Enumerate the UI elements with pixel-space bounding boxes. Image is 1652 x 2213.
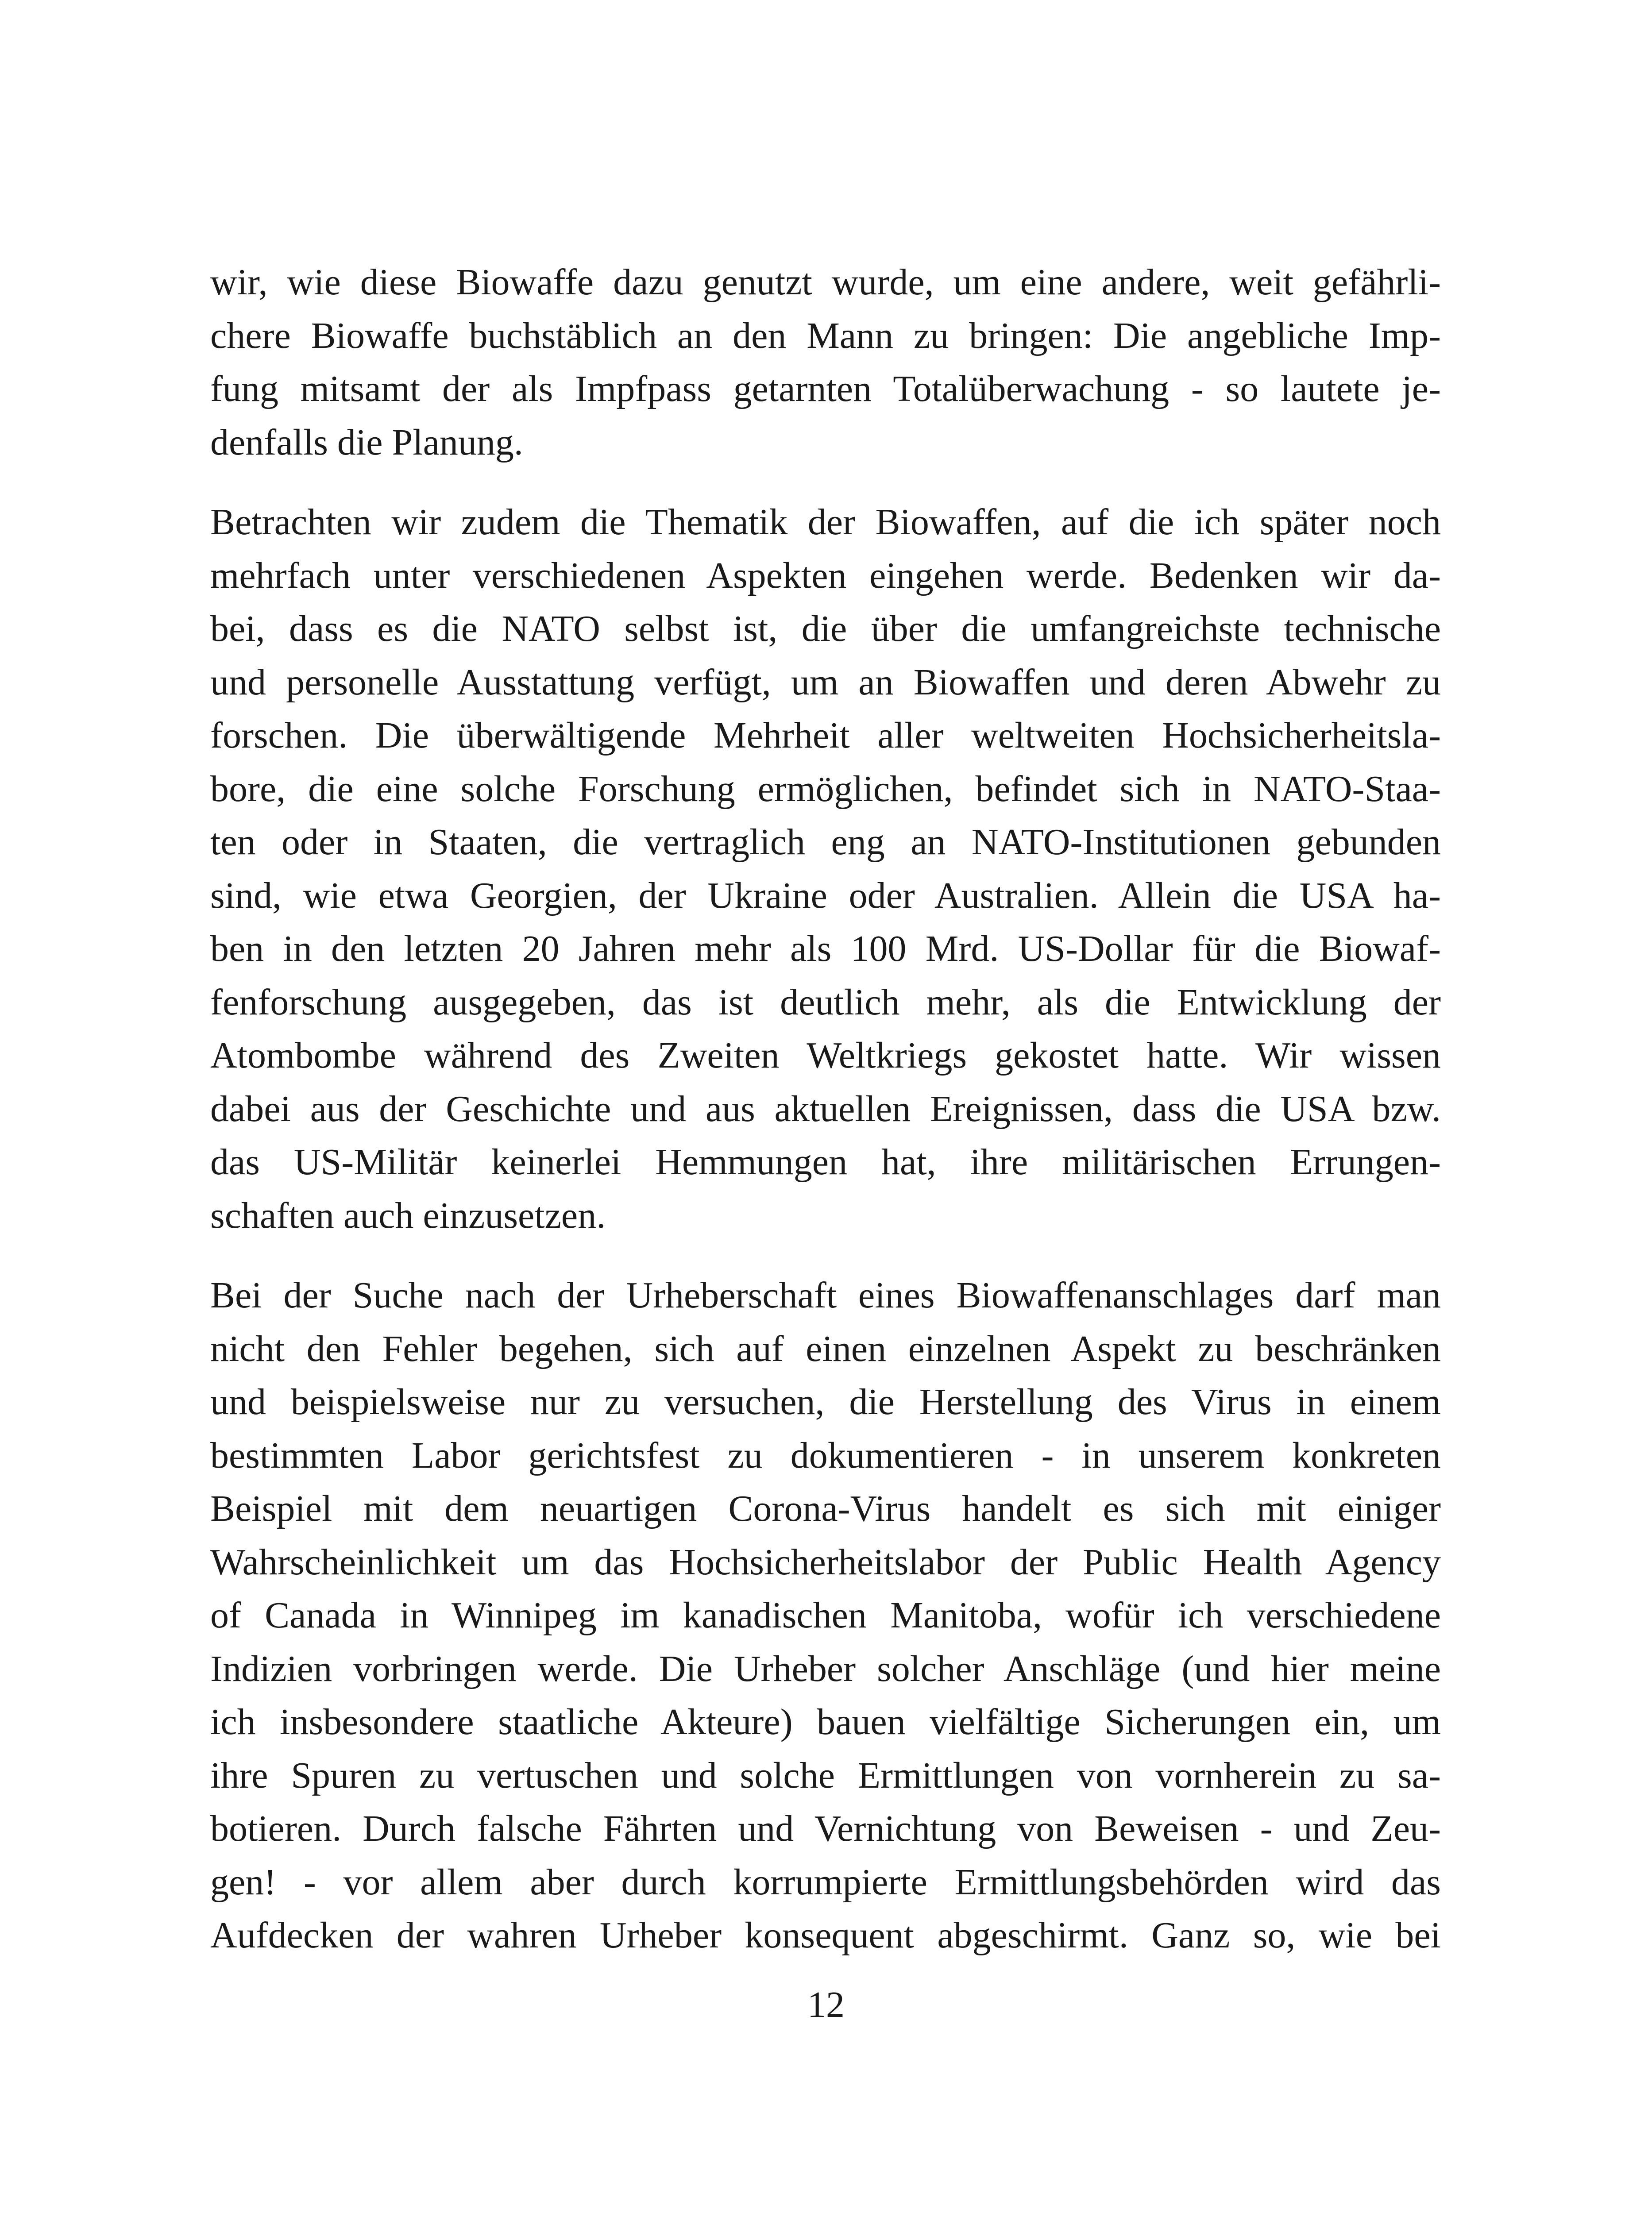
text-line: gen! - vor allem aber durch korrumpierte Ermittlungsbehörden wird das — [210, 1861, 1441, 1903]
text-line: fung mitsamt der als Impfpass getarnten Totalüberwachung - so lautete je- — [210, 368, 1441, 409]
text-line: fenforschung ausgegeben, das ist deutlich mehr, als die Entwicklung der — [210, 981, 1441, 1023]
text-line: mehrfach unter verschiedenen Aspekten eingehen werde. Bedenken wir da- — [210, 555, 1441, 596]
text-line: Aufdecken der wahren Urheber konsequent abgeschirmt. Ganz so, wie bei — [210, 1915, 1441, 1956]
text-line: bei, dass es die NATO selbst ist, die über die umfangreichste technische — [210, 608, 1441, 649]
text-line: schaften auch einzusetzen. — [210, 1195, 606, 1236]
text-line: Betrachten wir zudem die Thematik der Biowaffen, auf die ich später noch — [210, 501, 1441, 543]
text-line: denfalls die Planung. — [210, 421, 523, 463]
text-line: Bei der Suche nach der Urheberschaft eines Biowaffenanschlages darf man — [210, 1275, 1441, 1316]
text-line: nicht den Fehler begehen, sich auf einen einzelnen Aspekt zu beschränken — [210, 1328, 1441, 1369]
text-line: Indizien vorbringen werde. Die Urheber solcher Anschläge (und hier meine — [210, 1648, 1441, 1689]
text-line: ben in den letzten 20 Jahren mehr als 100 Mrd. US-Dollar für die Biowaf- — [210, 928, 1441, 969]
text-line: ich insbesondere staatliche Akteure) bauen vielfältige Sicherungen ein, um — [210, 1701, 1441, 1743]
text-line: wir, wie diese Biowaffe dazu genutzt wurde, um eine andere, weit gefährli- — [210, 262, 1441, 303]
text-line: of Canada in Winnipeg im kanadischen Manitoba, wofür ich verschiedene — [210, 1595, 1441, 1636]
text-line: botieren. Durch falsche Fährten und Vernichtung von Beweisen - und Zeu- — [210, 1808, 1441, 1849]
text-line: dabei aus der Geschichte und aus aktuellen Ereignissen, dass die USA bzw. — [210, 1088, 1441, 1130]
text-line: und beispielsweise nur zu versuchen, die Herstellung des Virus in einem — [210, 1381, 1441, 1423]
text-line: chere Biowaffe buchstäblich an den Mann zu bringen: Die angebliche Imp- — [210, 315, 1441, 356]
paragraph — [210, 496, 1441, 1242]
paragraph — [210, 1269, 1441, 1962]
text-line: Wahrscheinlichkeit um das Hochsicherheitslabor der Public Health Agency — [210, 1541, 1441, 1583]
text-line: bestimmten Labor gerichtsfest zu dokumentieren - in unserem konkreten — [210, 1434, 1441, 1476]
text-line: bore, die eine solche Forschung ermöglichen, befindet sich in NATO-Staa- — [210, 768, 1441, 810]
text-line: Atombombe während des Zweiten Weltkriegs gekostet hatte. Wir wissen — [210, 1035, 1441, 1076]
text-line: sind, wie etwa Georgien, der Ukraine oder Australien. Allein die USA ha- — [210, 875, 1441, 916]
body-text — [210, 256, 1441, 1989]
text-line: das US-Militär keinerlei Hemmungen hat, ihre militärischen Errungen- — [210, 1141, 1441, 1183]
text-line: ihre Spuren zu vertuschen und solche Ermittlungen von vornherein zu sa- — [210, 1754, 1441, 1796]
text-line: forschen. Die überwältigende Mehrheit aller weltweiten Hochsicherheitsla- — [210, 715, 1441, 756]
text-line: Beispiel mit dem neuartigen Corona-Virus handelt es sich mit einiger — [210, 1488, 1441, 1529]
page-number: 12 — [807, 1984, 845, 2025]
paragraph — [210, 256, 1441, 469]
text-line: und personelle Ausstattung verfügt, um an Biowaffen und deren Abwehr zu — [210, 661, 1441, 703]
text-line: ten oder in Staaten, die vertraglich eng an NATO-Institutionen gebunden — [210, 821, 1441, 863]
